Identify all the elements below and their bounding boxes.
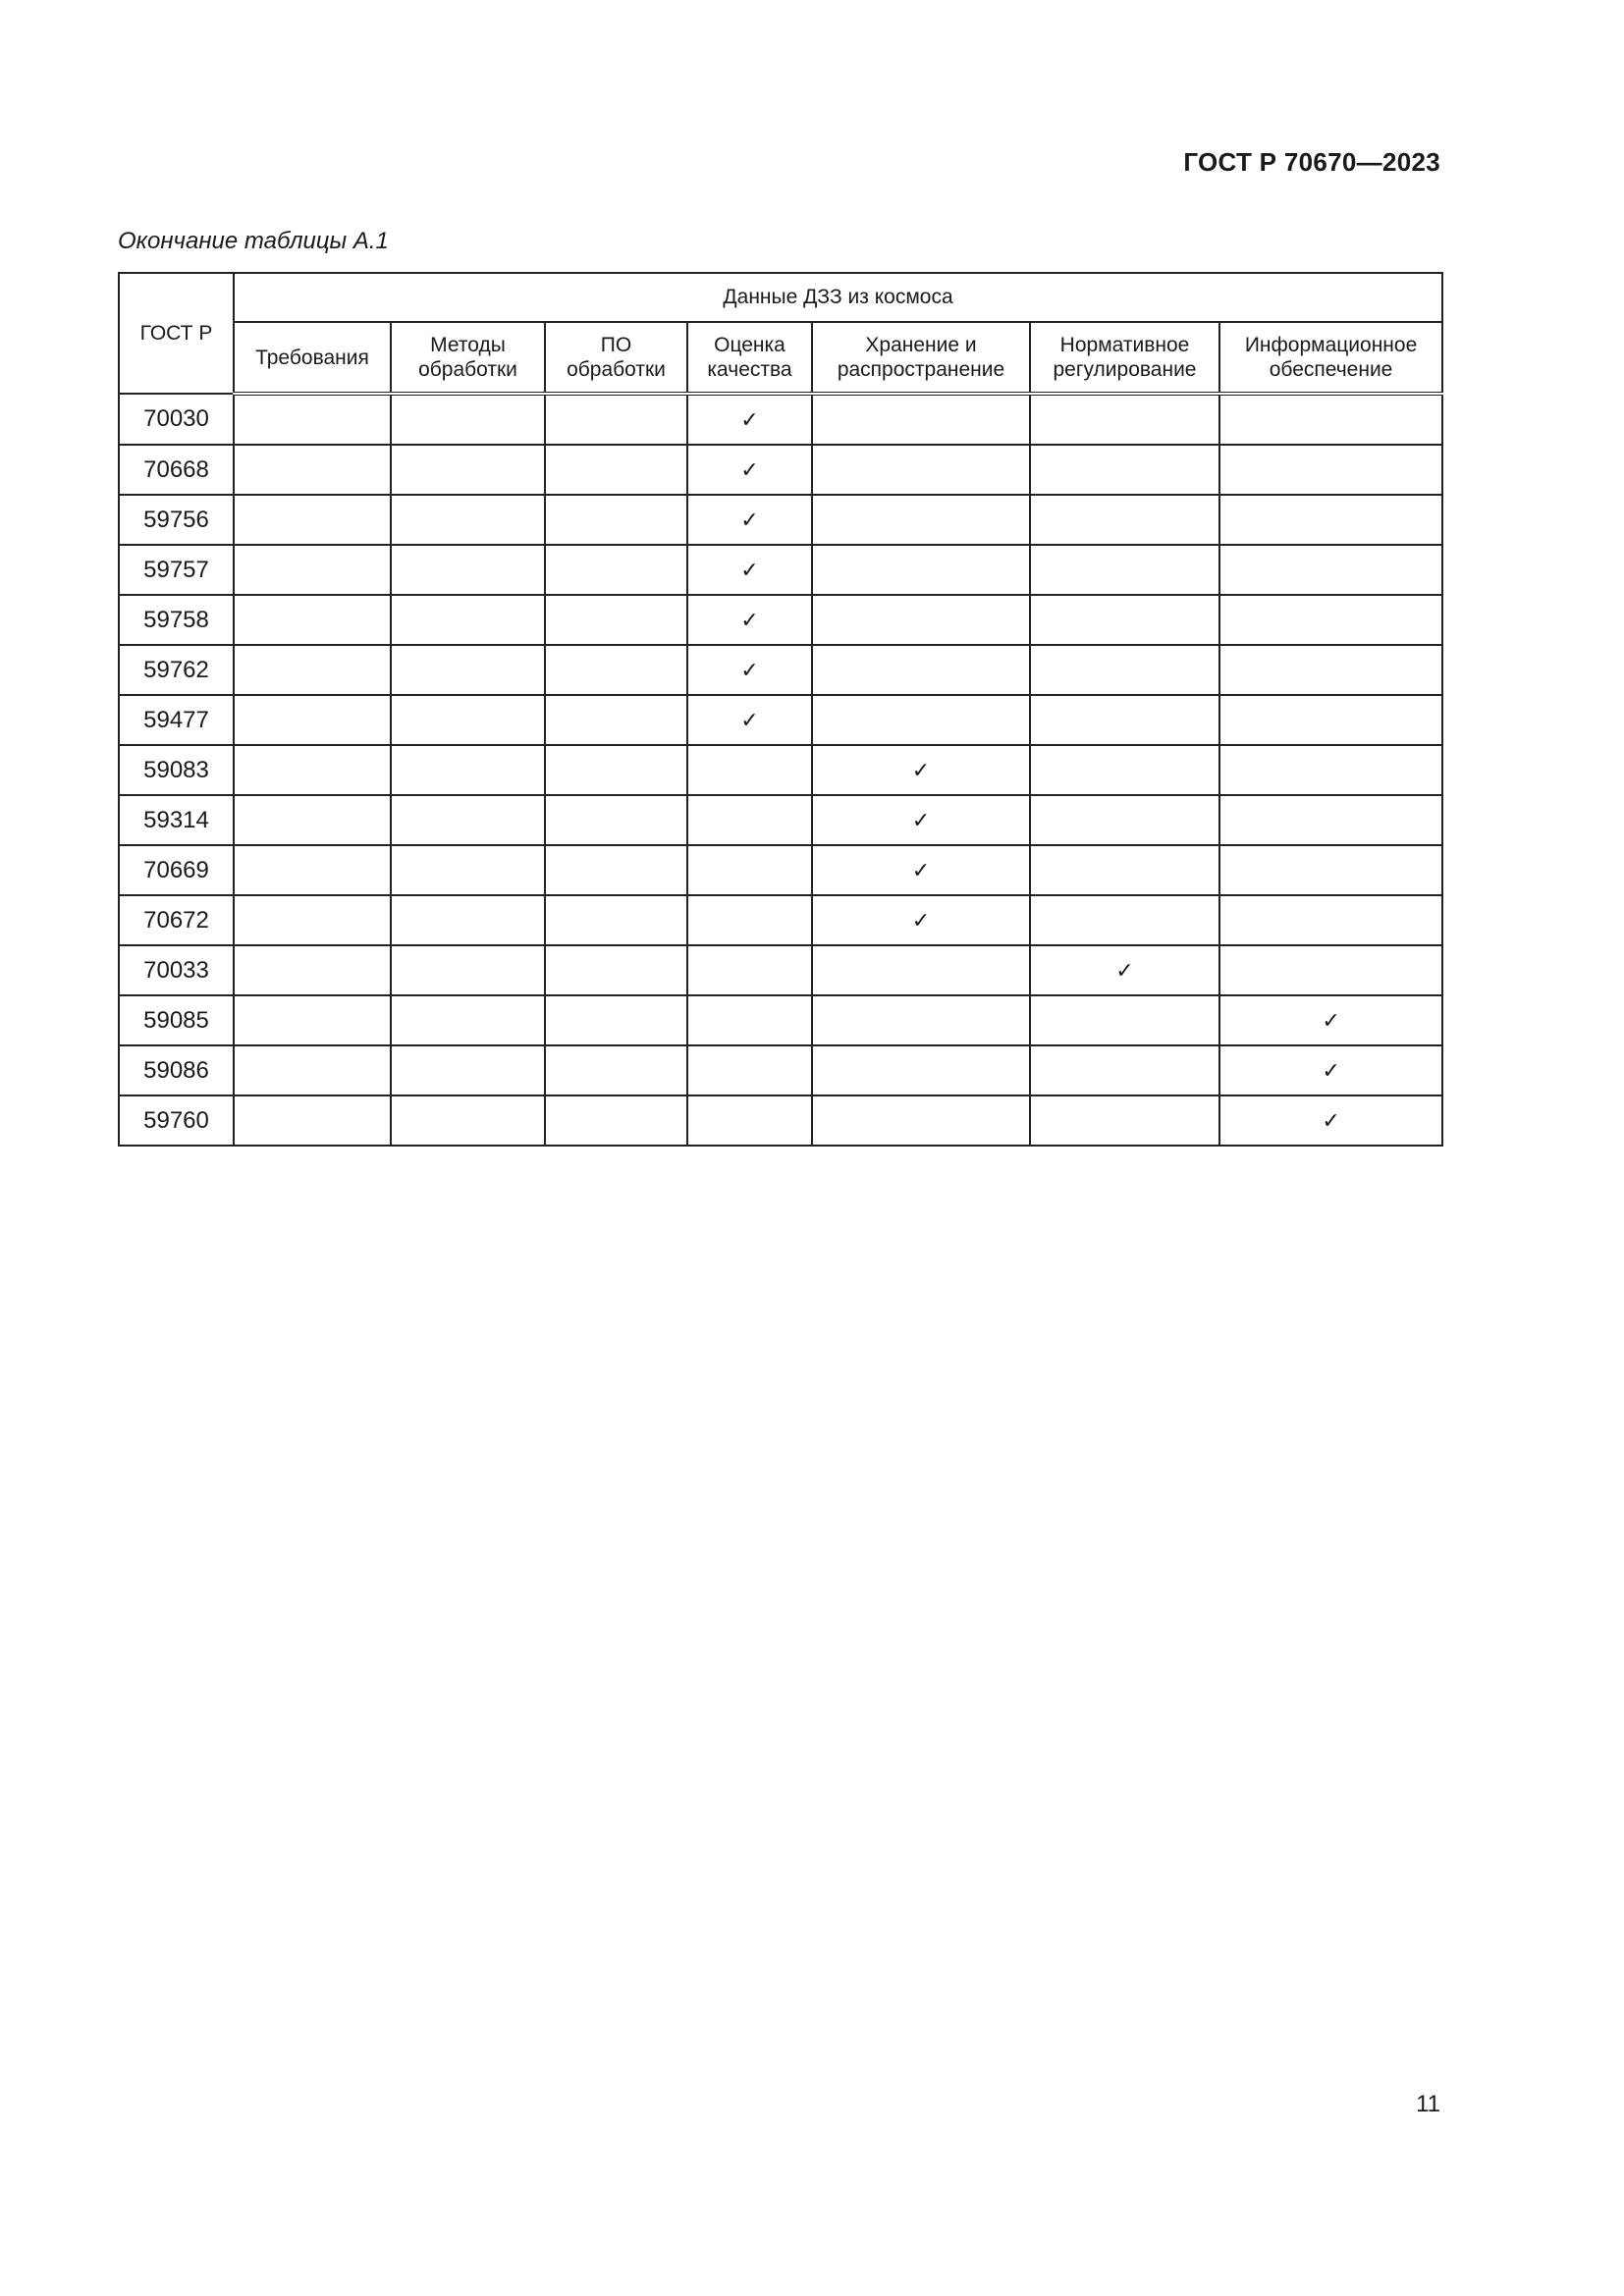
checkmark-icon: ✓ <box>740 658 759 683</box>
table-cell <box>1219 1045 1442 1095</box>
gost-number: 70669 <box>119 845 234 895</box>
table-cell <box>391 695 545 745</box>
table-row <box>119 995 1442 1045</box>
checkmark-icon: ✓ <box>740 708 759 733</box>
table-cell <box>391 845 545 895</box>
table-cell <box>1219 995 1442 1045</box>
checkmark-icon: ✓ <box>740 407 759 433</box>
table-cell <box>391 795 545 845</box>
table-cell <box>687 394 812 445</box>
column-header: Информационное обеспечение <box>1219 322 1442 394</box>
table-cell <box>234 545 391 595</box>
gost-number: 59086 <box>119 1045 234 1095</box>
gost-number: 59083 <box>119 745 234 795</box>
table-cell <box>1030 945 1219 995</box>
table-cell <box>812 795 1030 845</box>
table-cell <box>234 394 391 445</box>
table-row <box>119 1045 1442 1095</box>
table-cell <box>1030 495 1219 545</box>
table-cell <box>1030 895 1219 945</box>
table-cell <box>391 495 545 545</box>
table-cell <box>234 495 391 545</box>
table-cell <box>545 645 687 695</box>
column-header: ПО обработки <box>545 322 687 394</box>
column-header: Хранение и распространение <box>812 322 1030 394</box>
gost-number: 70668 <box>119 445 234 495</box>
checkmark-icon: ✓ <box>911 908 931 934</box>
table-cell <box>545 595 687 645</box>
group-header: Данные ДЗЗ из космоса <box>234 273 1442 322</box>
table-row <box>119 795 1442 845</box>
table-cell <box>812 895 1030 945</box>
table-cell <box>1219 595 1442 645</box>
table-cell <box>545 695 687 745</box>
table-row <box>119 495 1442 545</box>
table-row <box>119 645 1442 695</box>
checkmark-icon: ✓ <box>740 457 759 483</box>
checkmark-icon: ✓ <box>740 558 759 583</box>
table-cell <box>687 1095 812 1146</box>
table-cell <box>391 545 545 595</box>
checkmark-icon: ✓ <box>1322 1058 1340 1084</box>
table-cell <box>391 645 545 695</box>
table-cell <box>234 795 391 845</box>
table-cell <box>391 1045 545 1095</box>
table-cell <box>687 1045 812 1095</box>
table-cell <box>812 1045 1030 1095</box>
table-cell <box>1030 745 1219 795</box>
table-cell <box>1030 695 1219 745</box>
table-cell <box>687 995 812 1045</box>
standards-table <box>118 272 1443 1147</box>
table-row <box>119 945 1442 995</box>
table-cell <box>687 845 812 895</box>
table-cell <box>687 495 812 545</box>
table-cell <box>545 995 687 1045</box>
table-row <box>119 595 1442 645</box>
column-header: Нормативное регулирование <box>1030 322 1219 394</box>
table-cell <box>1030 795 1219 845</box>
table-cell <box>545 394 687 445</box>
table-cell <box>812 1095 1030 1146</box>
table-cell <box>545 895 687 945</box>
table-cell <box>687 645 812 695</box>
table-cell <box>391 595 545 645</box>
table-cell <box>545 795 687 845</box>
table-row <box>119 695 1442 745</box>
gost-number: 59762 <box>119 645 234 695</box>
table-cell <box>1030 595 1219 645</box>
table-cell <box>812 945 1030 995</box>
table-cell <box>687 745 812 795</box>
table-row <box>119 1095 1442 1146</box>
table-cell <box>1030 845 1219 895</box>
table-cell <box>234 595 391 645</box>
table-cell <box>687 695 812 745</box>
table-row <box>119 895 1442 945</box>
table-cell <box>234 645 391 695</box>
table-cell <box>545 845 687 895</box>
table-cell <box>1219 695 1442 745</box>
table-cell <box>1030 394 1219 445</box>
table-cell <box>234 695 391 745</box>
table-cell <box>812 695 1030 745</box>
table-row <box>119 445 1442 495</box>
table-cell <box>234 895 391 945</box>
table-caption: Окончание таблицы А.1 <box>118 228 389 254</box>
table-cell <box>812 645 1030 695</box>
table-cell <box>1030 445 1219 495</box>
table-cell <box>234 745 391 795</box>
table-cell <box>1219 1095 1442 1146</box>
table-cell <box>391 745 545 795</box>
table-cell <box>812 845 1030 895</box>
table-cell <box>1030 545 1219 595</box>
checkmark-icon: ✓ <box>911 758 931 783</box>
table-cell <box>545 745 687 795</box>
table-cell <box>1219 394 1442 445</box>
table-cell <box>545 545 687 595</box>
table-cell <box>545 1045 687 1095</box>
checkmark-icon: ✓ <box>740 608 759 633</box>
page-number: 11 <box>1416 2091 1440 2117</box>
gost-number: 70033 <box>119 945 234 995</box>
table-cell <box>545 945 687 995</box>
table-cell <box>1219 495 1442 545</box>
table-cell <box>391 995 545 1045</box>
table-row <box>119 745 1442 795</box>
table-cell <box>1219 445 1442 495</box>
table-cell <box>1219 845 1442 895</box>
table-cell <box>234 945 391 995</box>
checkmark-icon: ✓ <box>1322 1008 1340 1034</box>
column-header: Методы обработки <box>391 322 545 394</box>
gost-number: 59757 <box>119 545 234 595</box>
table-cell <box>545 1095 687 1146</box>
gost-number: 59758 <box>119 595 234 645</box>
table-cell <box>812 495 1030 545</box>
table-cell <box>1219 545 1442 595</box>
table-cell <box>1030 1045 1219 1095</box>
gost-number: 59085 <box>119 995 234 1045</box>
table-cell <box>687 945 812 995</box>
table-cell <box>1030 995 1219 1045</box>
gost-number: 59760 <box>119 1095 234 1146</box>
gost-number: 70030 <box>119 394 234 445</box>
gost-column-header: ГОСТ Р <box>119 273 234 394</box>
table-cell <box>234 1095 391 1146</box>
gost-number: 59314 <box>119 795 234 845</box>
column-header: Оценка качества <box>687 322 812 394</box>
document-id: ГОСТ Р 70670—2023 <box>1183 147 1440 177</box>
table-cell <box>812 545 1030 595</box>
table-cell <box>812 445 1030 495</box>
table-cell <box>391 394 545 445</box>
table-cell <box>234 995 391 1045</box>
checkmark-icon: ✓ <box>1115 958 1134 984</box>
table-cell <box>234 1045 391 1095</box>
table-row <box>119 394 1442 445</box>
table-cell <box>391 895 545 945</box>
table-cell <box>812 745 1030 795</box>
table-cell <box>391 445 545 495</box>
table-cell <box>1030 1095 1219 1146</box>
checkmark-icon: ✓ <box>740 507 759 533</box>
table-cell <box>545 445 687 495</box>
table-cell <box>812 995 1030 1045</box>
table-cell <box>545 495 687 545</box>
table-cell <box>234 445 391 495</box>
table-row <box>119 845 1442 895</box>
table-cell <box>391 1095 545 1146</box>
table-cell <box>1219 945 1442 995</box>
table-cell <box>1219 645 1442 695</box>
table-cell <box>1219 745 1442 795</box>
table-cell <box>687 545 812 595</box>
table-cell <box>687 795 812 845</box>
table-cell <box>812 394 1030 445</box>
table-cell <box>391 945 545 995</box>
checkmark-icon: ✓ <box>1322 1108 1340 1134</box>
table-cell <box>687 445 812 495</box>
table-cell <box>1219 895 1442 945</box>
checkmark-icon: ✓ <box>911 858 931 883</box>
column-header: Требования <box>234 322 391 394</box>
table-cell <box>812 595 1030 645</box>
table-cell <box>1030 645 1219 695</box>
gost-number: 70672 <box>119 895 234 945</box>
table-row <box>119 545 1442 595</box>
table-cell <box>1219 795 1442 845</box>
table-cell <box>234 845 391 895</box>
checkmark-icon: ✓ <box>911 808 931 833</box>
gost-number: 59477 <box>119 695 234 745</box>
gost-number: 59756 <box>119 495 234 545</box>
table-cell <box>687 595 812 645</box>
table-cell <box>687 895 812 945</box>
